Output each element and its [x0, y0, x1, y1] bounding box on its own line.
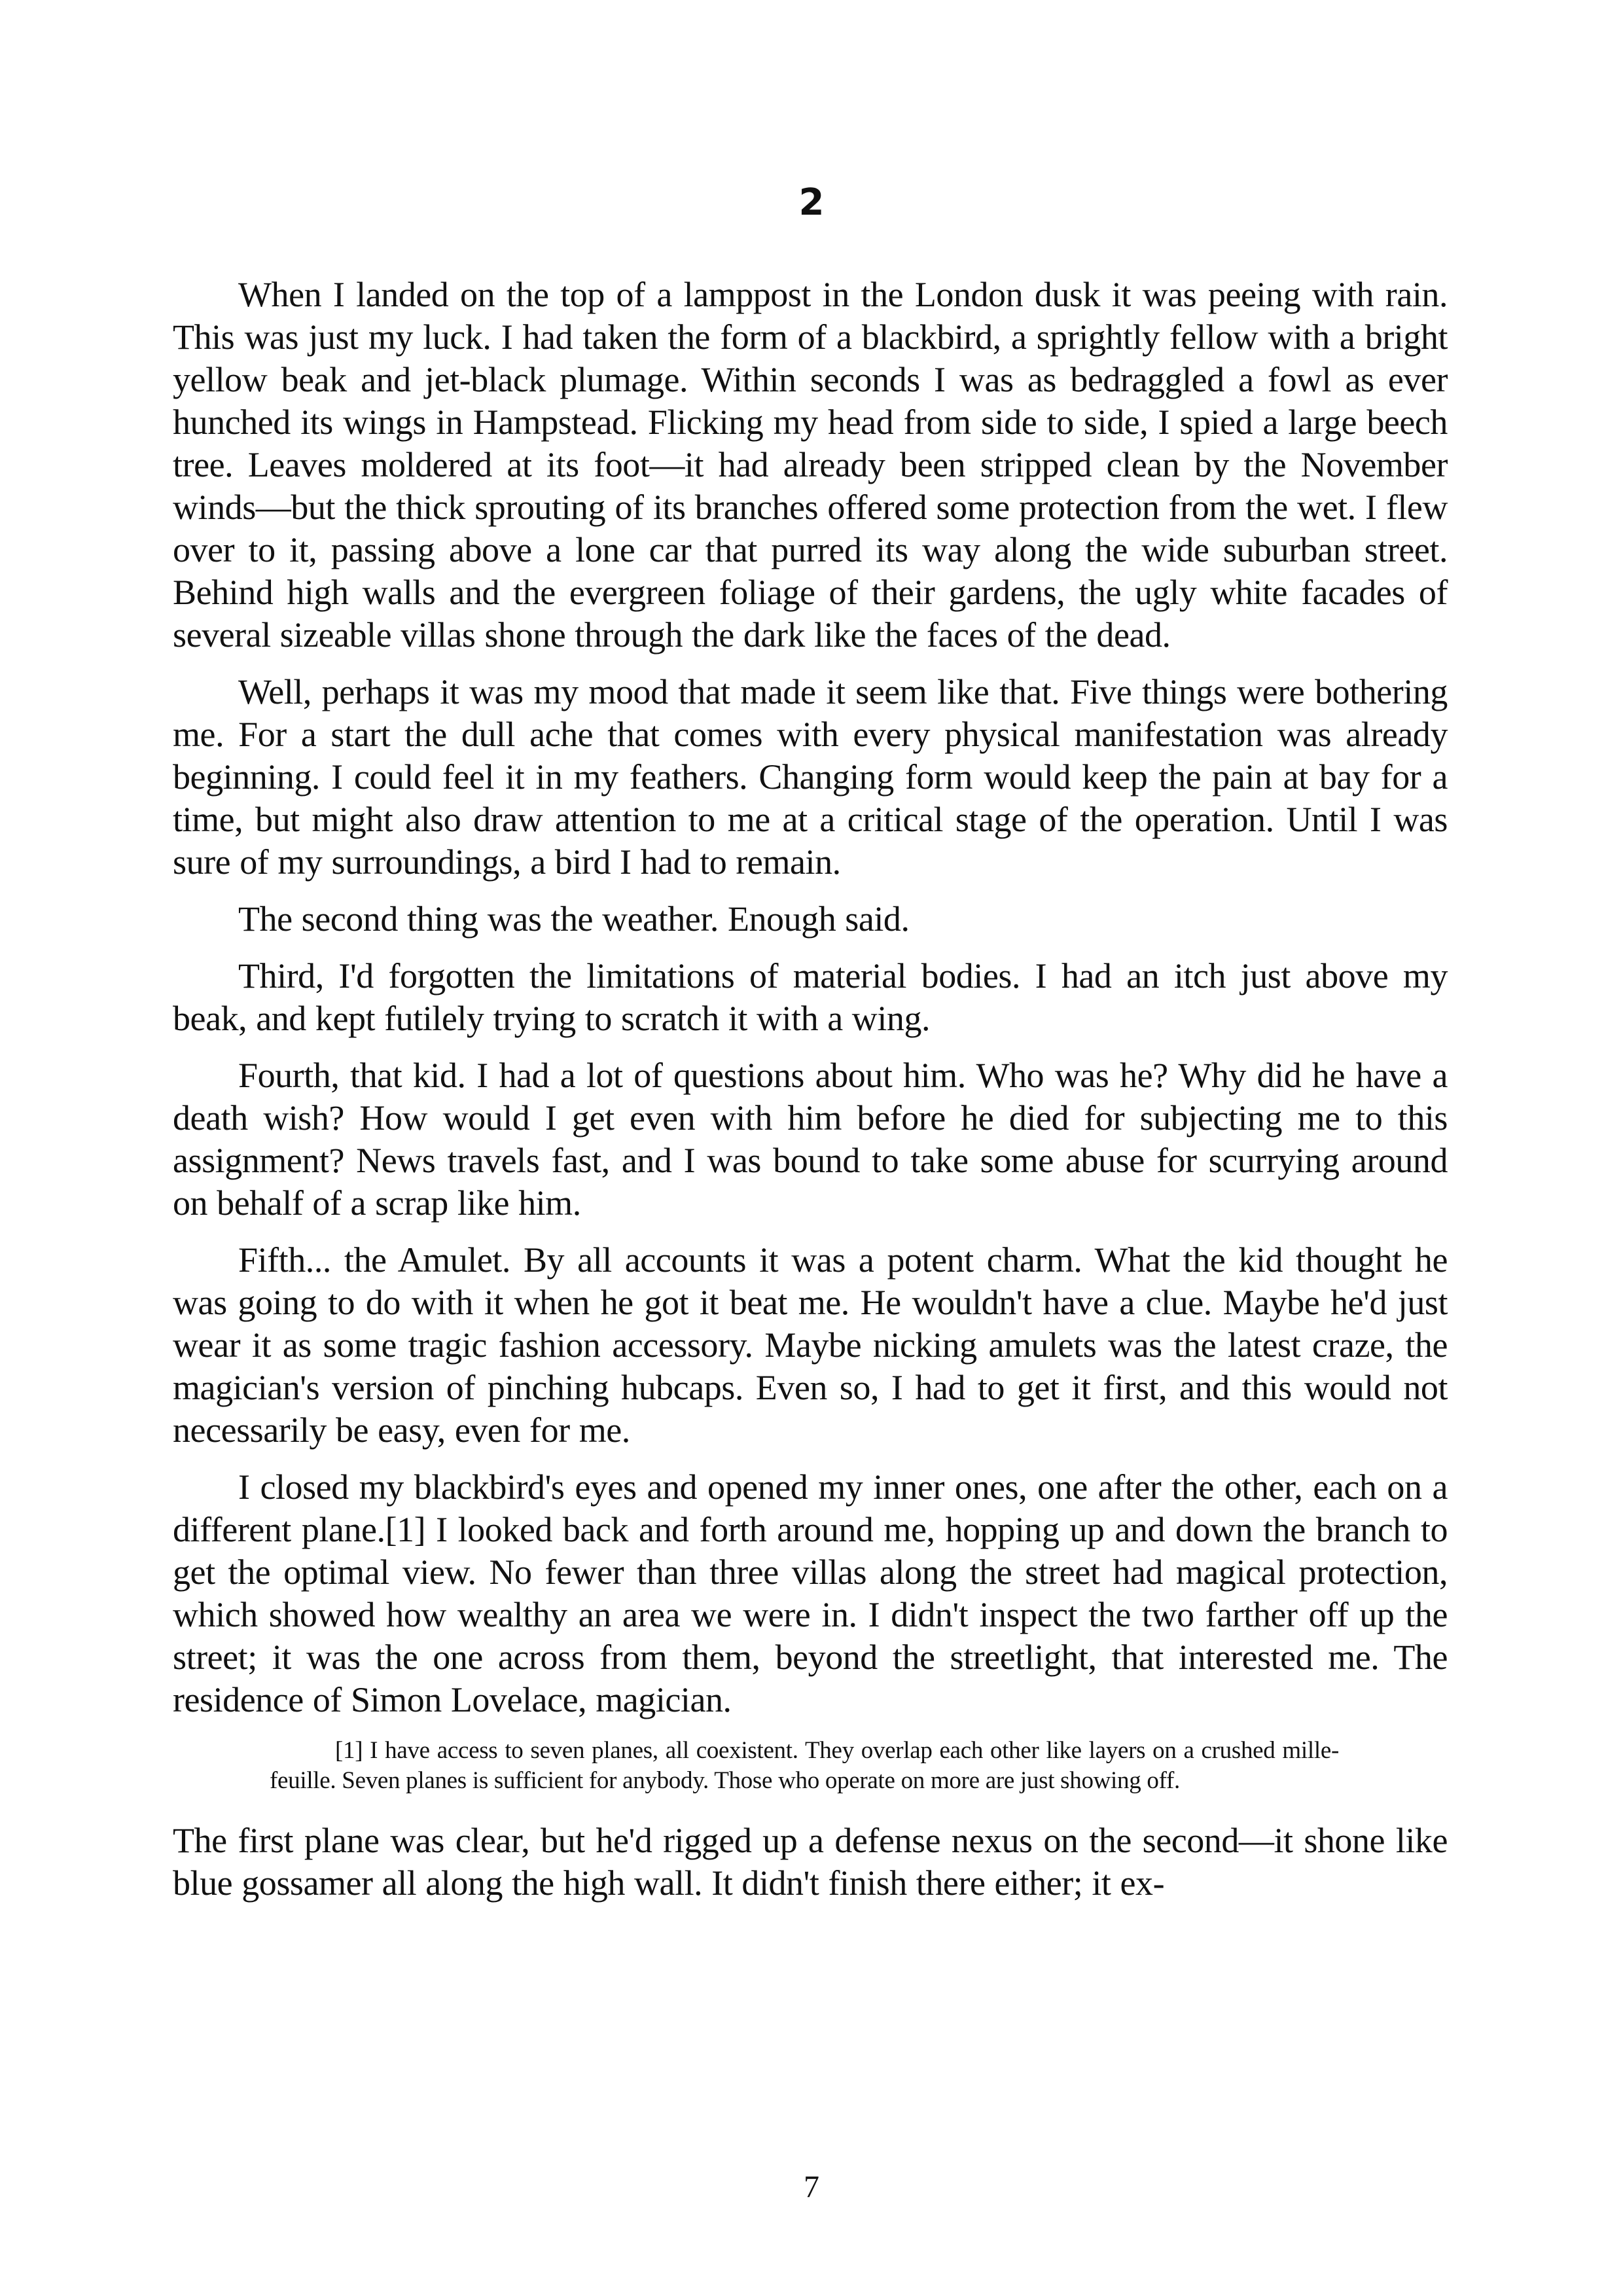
- footnote: [1] I have access to seven planes, all coexistent. They overlap each other like layers on a crushed mille-feuille. Seven planes is sufficient for anybody. Those who operate on more are just showing off.: [270, 1737, 1339, 1794]
- paragraph-7: I closed my blackbird's eyes and opened my inner ones, one after the other, each on a different plane.[1] I looked back and forth around me, hopping up and down the branch to get the optimal view. No fewer than three villas along the street had magical protection, which showed how wealthy an area we were in. I didn't inspect the two farther off up the street; it was the one across from them, beyond the streetlight, that interested me. The residence of Simon Lovelace, magician.: [173, 1467, 1448, 1719]
- paragraph-6: Fifth... the Amulet. By all accounts it was a potent charm. What the kid thought he was going to do with it when he got it beat me. He wouldn't have a clue. Maybe he'd just wear it as some tragic fashion accessory. Maybe nicking amulets was the latest craze, the magician's version of pinching hubcaps. Even so, I had to get it first, and this would not necessarily be easy, even for me.: [173, 1240, 1448, 1450]
- paragraph-4: Third, I'd forgotten the limitations of material bodies. I had an itch just above my beak, and kept futilely trying to scratch it with a wing.: [173, 956, 1448, 1038]
- paragraph-3: The second thing was the weather. Enough said.: [238, 899, 910, 939]
- chapter-number: 2: [798, 181, 825, 224]
- paragraph-8: The first plane was clear, but he'd rigged up a defense nexus on the second—it shone like blue gossamer all along the high wall. It didn't finish there either; it ex-: [173, 1821, 1448, 1903]
- chapter-body: [173, 274, 1448, 1919]
- page-number: 7: [804, 2170, 819, 2204]
- paragraph-5: Fourth, that kid. I had a lot of questions about him. Who was he? Why did he have a death wish? How would I get even with him before he died for subjecting me to this assignment? News travels fast, and I was bound to take some abuse for scurrying around on behalf of a scrap like him.: [173, 1056, 1448, 1223]
- paragraph-1: When I landed on the top of a lamppost in the London dusk it was peeing with rain. This was just my luck. I had taken the form of a blackbird, a sprightly fellow with a bright yellow beak and jet-black plumage. Within seconds I was as bedraggled a fowl as ever hunched its wings in Hampstead. Flicking my head from side to side, I spied a large beech tree. Leaves moldered at its foot—it had already been stripped clean by the November winds—but the thick sprouting of its branches offered some protection from the wet. I flew over to it, passing above a lone car that purred its way along the wide suburban street. Behind high walls and the evergreen foliage of their gardens, the ugly white facades of several sizeable villas shone through the dark like the faces of the dead.: [173, 275, 1448, 655]
- paragraph-2: Well, perhaps it was my mood that made it seem like that. Five things were bothering me. For a start the dull ache that comes with every physical manifestation was already beginning. I could feel it in my feathers. Changing form would keep the pain at bay for a time, but might also draw attention to me at a critical stage of the operation. Until I was sure of my surroundings, a bird I had to remain.: [173, 672, 1448, 882]
